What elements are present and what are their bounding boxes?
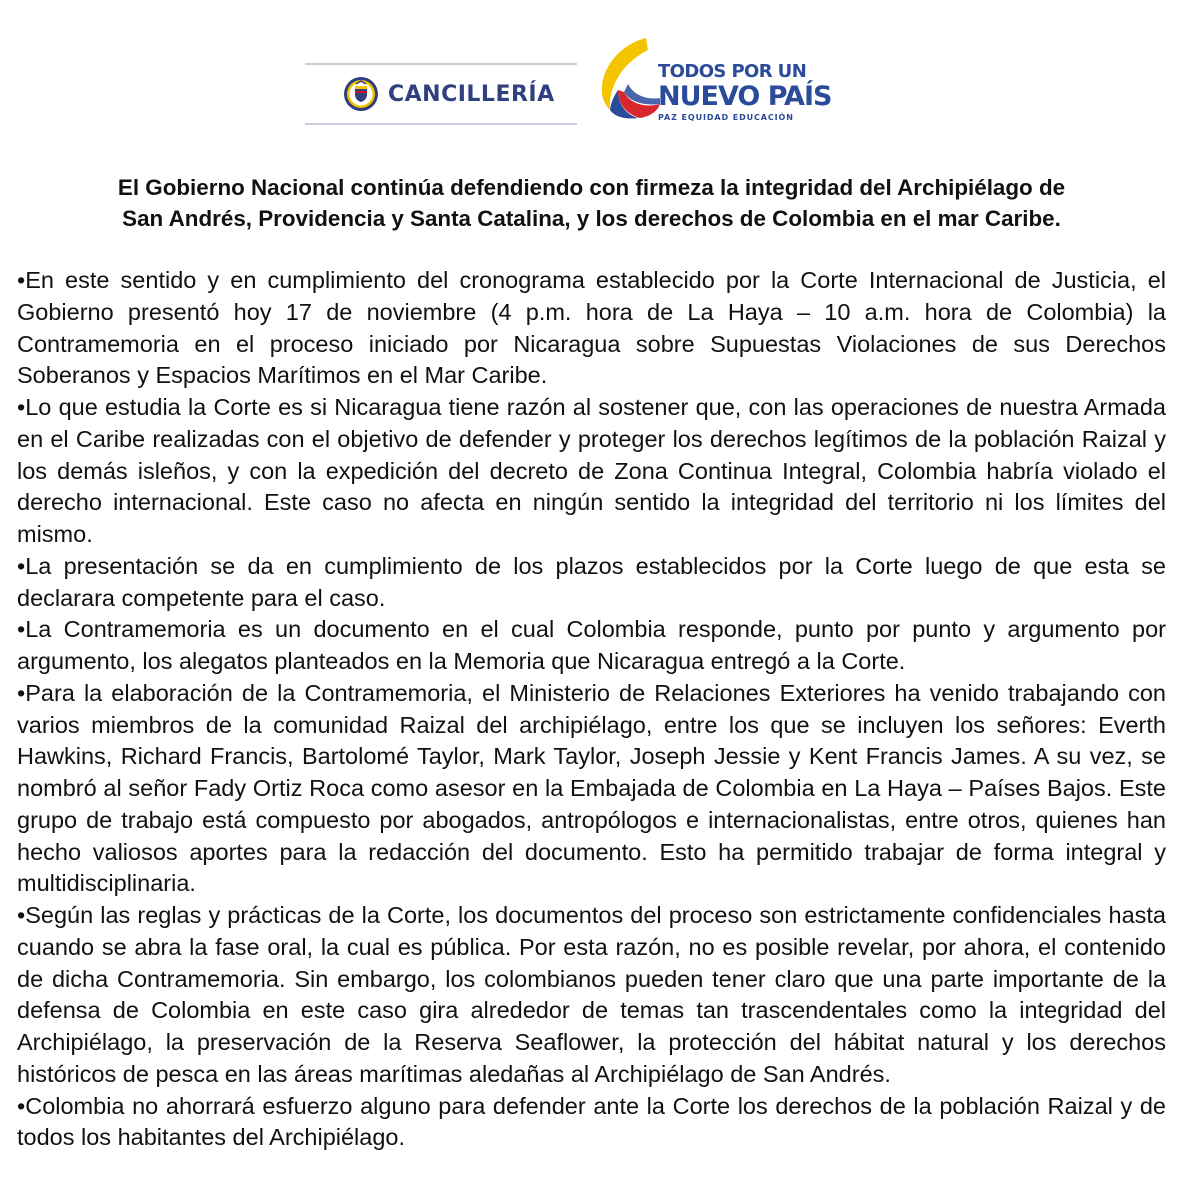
bullet-paragraph: •Para la elaboración de la Contramemoria, el Ministerio de Relaciones Exteriores ha venido trabajando con varios miembros de la comunidad Raizal del archipiélago, entre los que se incluyen los señores: Everth Hawkins, Richard Francis, Bartolomé Taylor, Mark Taylor, Joseph Jessie y Kent Francis James. A su vez, se nombró al señor Fady Ortiz Roca como asesor en la Embajada de Colombia en La Haya – Países Bajos. Este grupo de trabajo está compuesto por abogados, antropólogos e internacionalistas, entre otros, quienes han hecho valiosos aportes para la redacción del documento. Esto ha permitido trabajar de forma integral y multidisciplinaria.	[17, 679, 1166, 897]
todos-por-un-nuevo-pais-logo	[594, 34, 832, 126]
todos-logo-line2: NUEVO PAÍS	[658, 81, 832, 112]
cancilleria-text: CANCILLERÍA	[388, 81, 555, 107]
logo-bar	[0, 30, 1183, 130]
bullet-paragraph: •Colombia no ahorrará esfuerzo alguno para defender ante la Corte los derechos de la población Raizal y de todos los habitantes del Archipiélago.	[17, 1092, 1166, 1151]
heading-line-1: El Gobierno Nacional continúa defendiendo con firmeza la integridad del Archipiélago de	[117, 175, 1066, 200]
bullet-paragraph: •En este sentido y en cumplimiento del cronograma establecido por la Corte Internacional de Justicia, el Gobierno presentó hoy 17 de noviembre (4 p.m. hora de La Haya – 10 a.m. hora de Colombia) la Contramemoria en el proceso iniciado por Nicaragua sobre Supuestas Violaciones de sus Derechos Soberanos y Espacios Marítimos en el Mar Caribe.	[17, 267, 1166, 389]
todos-logo-line1: TODOS POR UN	[658, 61, 807, 82]
bullet-paragraph: •La Contramemoria es un documento en el cual Colombia responde, punto por punto y argumento por argumento, los alegatos planteados en la Memoria que Nicaragua entregó a la Corte.	[17, 616, 1166, 674]
document-heading	[17, 172, 1166, 234]
bullet-paragraph: •La presentación se da en cumplimiento de los plazos establecidos por la Corte luego de que esta se declarara competente para el caso.	[17, 552, 1166, 611]
cancilleria-logo	[305, 63, 577, 125]
tricolor-swoosh-icon	[594, 34, 660, 126]
bullet-paragraph: •Según las reglas y prácticas de la Corte, los documentos del proceso son estrictamente confidenciales hasta cuando se abra la fase oral, la cual es pública. Por esta razón, no es posible revelar, por ahora, el contenido de dicha Contramemoria. Sin embargo, los colombianos pueden tener claro que una parte importante de la defensa de Colombia en este caso gira alrededor de temas tan trascendentales como la integridad del Archipiélago, la preservación de la Reserva Seaflower, la protección del hábitat natural y los derechos históricos de pesca en las áreas marítimas aledañas al Archipiélago de San Andrés.	[17, 902, 1166, 1087]
bullet-paragraph: •Lo que estudia la Corte es si Nicaragua tiene razón al sostener que, con las operaciones de nuestra Armada en el Caribe realizadas con el objetivo de defender y proteger los derechos legítimos de la población Raizal y los demás isleños, y con la expedición del decreto de Zona Continua Integral, Colombia habría violado el derecho internacional. Este caso no afecta en ningún sentido la integridad del territorio ni los límites del mismo.	[17, 394, 1166, 547]
document-body	[17, 265, 1166, 1154]
todos-logo-tagline: PAZ EQUIDAD EDUCACIÓN	[658, 113, 794, 122]
colombia-coat-of-arms-seal-icon	[343, 76, 379, 112]
heading-line-2: San Andrés, Providencia y Santa Catalina, y los derechos de Colombia en el mar Caribe.	[122, 206, 1061, 231]
